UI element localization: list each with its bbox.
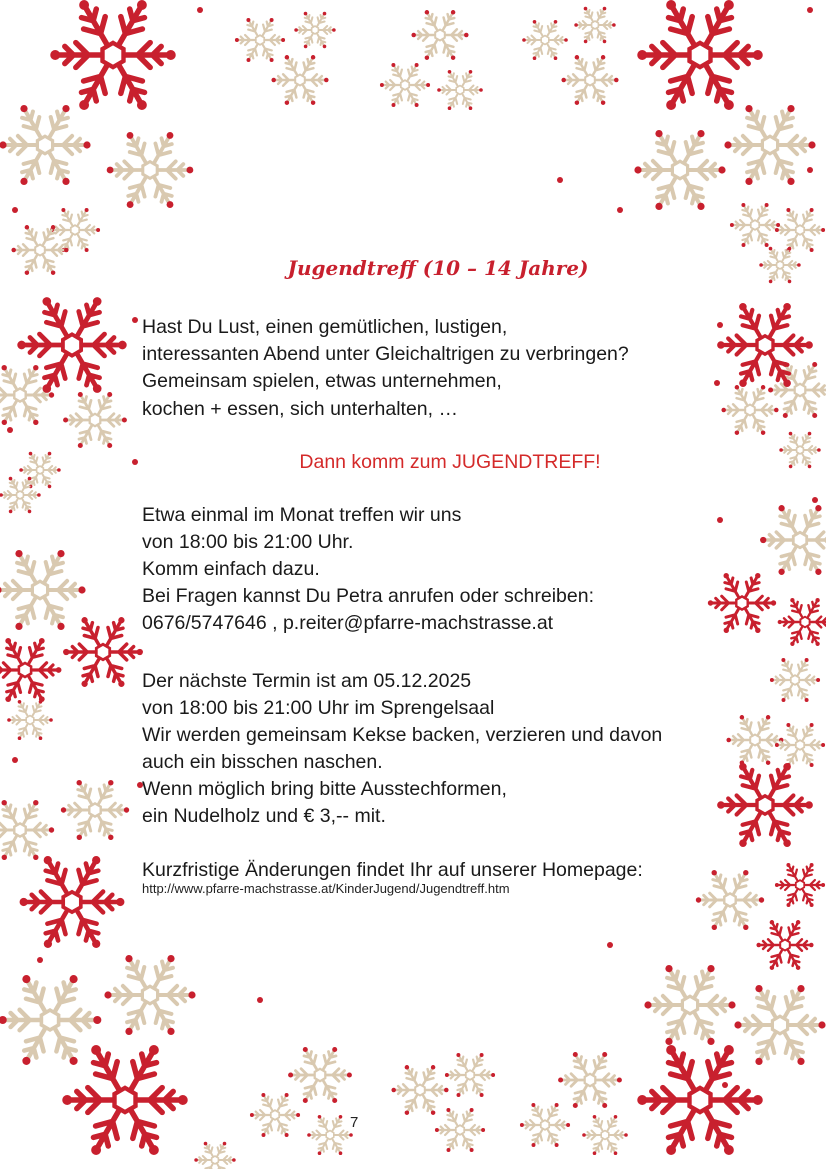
- dot-decoration: [557, 177, 563, 183]
- snowflake-icon: [235, 18, 285, 62]
- intro-line: Hast Du Lust, einen gemütlichen, lustigen,: [142, 316, 508, 338]
- snowflake-icon: [717, 763, 813, 847]
- snowflake-icon: [724, 105, 815, 185]
- snowflake-icon: [760, 505, 826, 575]
- snowflake-icon: [62, 1045, 188, 1155]
- snowflake-icon: [0, 105, 91, 185]
- snowflake-icon: [775, 863, 825, 907]
- snowflake-icon: [696, 870, 764, 930]
- snowflake-icon: [294, 12, 335, 48]
- next-date-line: Wir werden gemeinsam Kekse backen, verzieren und davon: [142, 724, 663, 746]
- snowflake-icon: [522, 20, 568, 60]
- snowflake-icon: [756, 920, 813, 970]
- snowflake-icon: [288, 1047, 352, 1103]
- dot-decoration: [807, 7, 813, 13]
- contact-line: 0676/5747646 , p.reiter@pfarre-machstrasse.at: [142, 612, 554, 634]
- snowflake-icon: [445, 1053, 495, 1097]
- snowflake-icon: [391, 1065, 448, 1115]
- page-title: Jugendtreff (10 – 14 Jahre): [287, 256, 589, 280]
- homepage-link[interactable]: http://www.pfarre-machstrasse.at/KinderJugend/Jugendtreff.htm: [142, 881, 510, 896]
- dot-decoration: [132, 317, 138, 323]
- snowflake-icon: [7, 700, 53, 740]
- next-date-line: von 18:00 bis 21:00 Uhr im Sprengelsaal: [142, 697, 495, 719]
- dot-decoration: [714, 380, 720, 386]
- snowflake-icon: [50, 0, 176, 110]
- meeting-line: Komm einfach dazu.: [142, 558, 320, 580]
- snowflake-icon: [17, 297, 126, 393]
- dot-decoration: [197, 7, 203, 13]
- dot-decoration: [257, 997, 263, 1003]
- page-number: 7: [350, 1114, 359, 1131]
- snowflake-icon: [520, 1103, 570, 1147]
- intro-line: kochen + essen, sich unterhalten, …: [142, 398, 458, 420]
- snowflake-icon: [582, 1115, 628, 1155]
- snowflake-icon: [644, 965, 735, 1045]
- next-date-line: ein Nudelholz und € 3,-- mit.: [142, 805, 386, 827]
- snowflake-icon: [730, 203, 780, 247]
- meeting-line: Etwa einmal im Monat treffen wir uns: [142, 504, 462, 526]
- snowflake-icon: [708, 573, 776, 633]
- snowflake-icon: [0, 638, 61, 702]
- meeting-line: von 18:00 bis 21:00 Uhr.: [142, 531, 354, 553]
- dot-decoration: [812, 497, 818, 503]
- call-to-action: Dann komm zum JUGENDTREFF!: [299, 451, 601, 473]
- snowflake-icon: [61, 780, 129, 840]
- snowflake-icon: [250, 1093, 300, 1137]
- snowflake-icon: [194, 1142, 235, 1169]
- snowflake-icon: [437, 70, 483, 110]
- dot-decoration: [607, 942, 613, 948]
- snowflake-icon: [63, 392, 127, 448]
- snowflake-icon: [435, 1108, 485, 1152]
- snowflake-icon: [726, 715, 783, 765]
- snowflake-icon: [634, 130, 725, 210]
- intro-line: interessanten Abend unter Gleichaltrigen zu verbringen?: [142, 343, 629, 365]
- snowflake-icon: [558, 1052, 622, 1108]
- dot-decoration: [717, 517, 723, 523]
- snowflake-icon: [770, 658, 820, 702]
- dot-decoration: [12, 757, 18, 763]
- snowflake-icon: [734, 985, 825, 1065]
- snowflake-icon: [104, 955, 195, 1035]
- snowflake-icon: [721, 385, 778, 435]
- snowflake-icon: [0, 365, 54, 425]
- snowflake-icon: [0, 975, 101, 1065]
- snowflake-icon: [717, 303, 813, 387]
- snowflake-icon: [380, 63, 430, 107]
- changes-note: Kurzfristige Änderungen findet Ihr auf unserer Homepage:: [142, 859, 643, 881]
- next-date-line: auch ein bisschen naschen.: [142, 751, 383, 773]
- dot-decoration: [7, 427, 13, 433]
- snowflake-icon: [20, 856, 125, 948]
- dot-decoration: [617, 207, 623, 213]
- snowflake-icon: [574, 7, 615, 43]
- dot-decoration: [12, 207, 18, 213]
- snowflake-icon: [775, 208, 825, 252]
- snowflake-icon: [637, 0, 763, 110]
- dot-decoration: [807, 167, 813, 173]
- snowflake-icon: [775, 723, 825, 767]
- dot-decoration: [717, 322, 723, 328]
- snowflake-icon: [411, 10, 468, 60]
- snowflake-icon: [778, 598, 826, 646]
- dot-decoration: [722, 1082, 728, 1088]
- snowflake-icon: [637, 1045, 763, 1155]
- snowflake-icon: [107, 132, 194, 208]
- next-date-line: Wenn möglich bring bitte Ausstechformen,: [142, 778, 507, 800]
- intro-line: Gemeinsam spielen, etwas unternehmen,: [142, 370, 502, 392]
- meeting-line: Bei Fragen kannst Du Petra anrufen oder schreiben:: [142, 585, 595, 607]
- snowflake-icon: [271, 55, 328, 105]
- dot-decoration: [37, 957, 43, 963]
- next-date-line: Der nächste Termin ist am 05.12.2025: [142, 670, 472, 692]
- snowflake-icon: [561, 55, 618, 105]
- snowflake-icon: [0, 550, 86, 630]
- snowflake-icon: [307, 1115, 353, 1155]
- snowflake-icon: [63, 617, 143, 687]
- snowflake-icon: [0, 800, 54, 860]
